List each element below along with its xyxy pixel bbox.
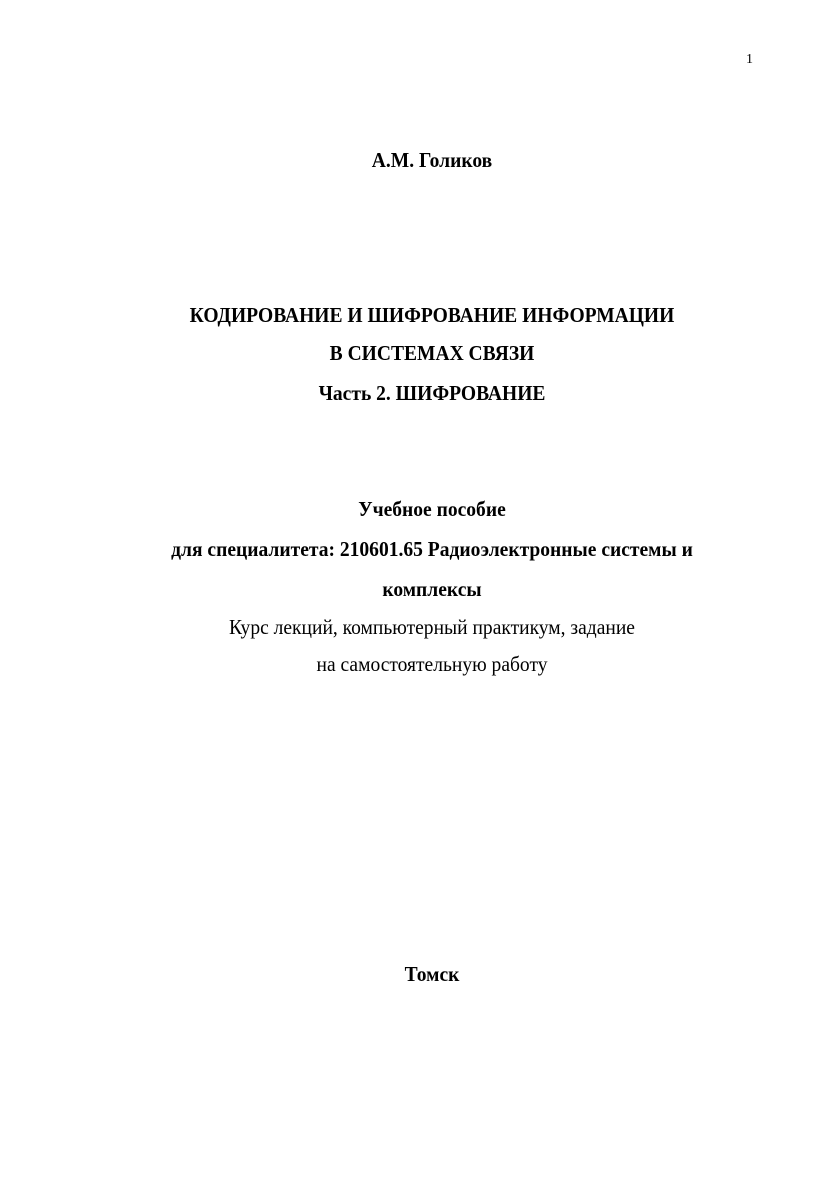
subtitle-line-3: комплексы: [382, 577, 482, 601]
author: А.М. Голиков: [371, 148, 493, 172]
description-line-2: на самостоятельную работу: [316, 652, 548, 676]
description-line-1: Курс лекций, компьютерный практикум, задание: [228, 615, 635, 639]
page-number: 1: [746, 52, 753, 67]
title-line-2: В СИСТЕМАХ СВЯЗИ: [329, 341, 535, 365]
title-line-1: КОДИРОВАНИЕ И ШИФРОВАНИЕ ИНФОРМАЦИИ: [189, 303, 675, 327]
subtitle-line-2: для специалитета: 210601.65 Радиоэлектронные системы и: [171, 537, 693, 561]
city: Томск: [404, 962, 460, 986]
title-line-3: Часть 2. ШИФРОВАНИЕ: [318, 381, 546, 405]
subtitle-line-1: Учебное пособие: [358, 497, 506, 521]
